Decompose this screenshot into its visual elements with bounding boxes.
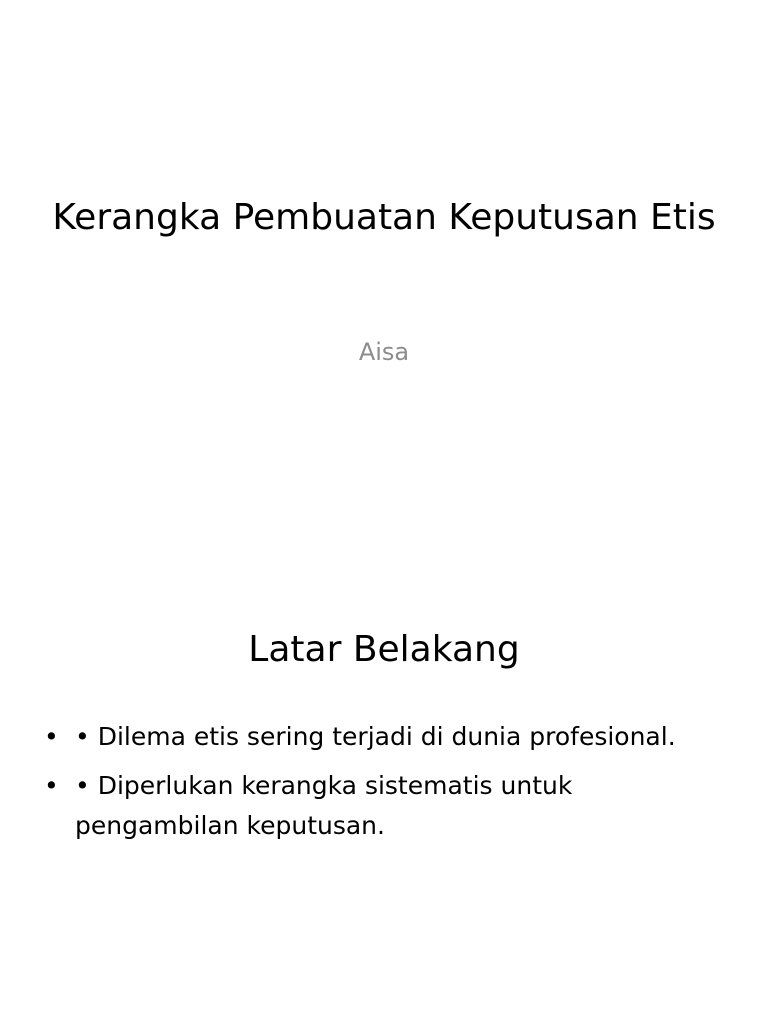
bullet-text: • Dilema etis sering terjadi di dunia profesional. (75, 722, 676, 751)
section-title: Latar Belakang (248, 629, 520, 670)
bullet-list (40, 717, 728, 855)
content-slide (0, 512, 768, 1024)
bullet-item (40, 766, 728, 846)
bullet-item (40, 717, 728, 757)
slide-subtitle: Aisa (358, 338, 410, 366)
slide-title: Kerangka Pembuatan Keputusan Etis (52, 197, 716, 238)
bullet-text: • Diperlukan kerangka sistematis untuk pengambilan keputusan. (75, 771, 573, 840)
bullet-marker-icon: • (44, 771, 59, 800)
bullet-marker-icon: • (44, 722, 59, 751)
